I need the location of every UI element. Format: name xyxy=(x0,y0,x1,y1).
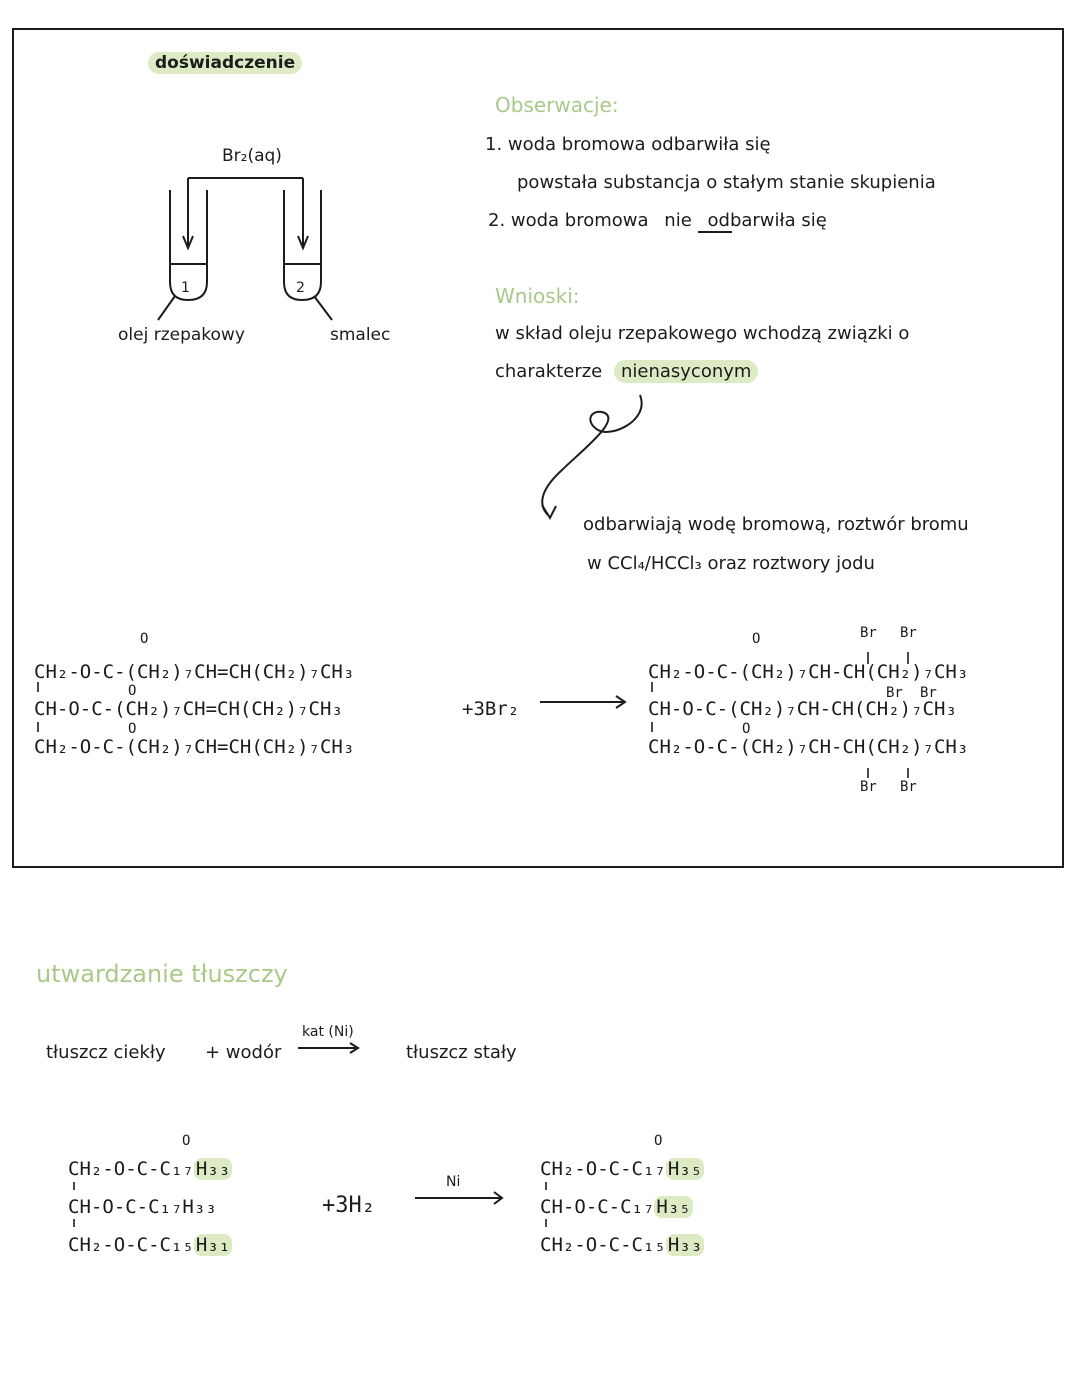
r1-carbonyl-o: O xyxy=(140,631,149,647)
r1p-br-6: Br xyxy=(900,779,917,795)
r1-carbonyl-o-2: O xyxy=(128,683,137,699)
h-left-1a: CH₂-O-C-C₁₇ xyxy=(68,1158,194,1180)
hardening-title: utwardzanie tłuszczy xyxy=(36,960,288,988)
r1p-br-2: Br xyxy=(900,625,917,641)
h-right-1a: CH₂-O-C-C₁₇ xyxy=(540,1158,666,1180)
conclusion-line-1: w skład oleju rzepakowego wchodzą związki o xyxy=(495,323,910,344)
h-left-3b: H₃₁ xyxy=(195,1234,231,1256)
r1-product-line-1: CH₂-O-C-(CH₂)₇CH-CH(CH₂)₇CH₃ xyxy=(648,661,969,683)
r1-reactant-line-1: CH₂-O-C-(CH₂)₇CH=CH(CH₂)₇CH₃ xyxy=(34,661,355,683)
observation-2-c: odbarwiła się xyxy=(707,210,827,231)
h-left-1b: H₃₃ xyxy=(195,1158,231,1180)
conclusion-note-2: w CCl₄/HCCl₃ oraz roztwory jodu xyxy=(587,553,875,574)
r1p-br-3: Br xyxy=(886,685,903,701)
r1-carbonyl-o-3: O xyxy=(128,721,137,737)
observation-2 xyxy=(488,210,827,231)
r1p-br-5: Br xyxy=(860,779,877,795)
r1-reactant-line-2: CH-O-C-(CH₂)₇CH=CH(CH₂)₇CH₃ xyxy=(34,698,343,720)
r1-product-line-2: CH-O-C-(CH₂)₇CH-CH(CH₂)₇CH₃ xyxy=(648,698,957,720)
conclusion-line-2 xyxy=(495,361,758,382)
tube-2-number: 2 xyxy=(296,280,305,296)
sample-lard: smalec xyxy=(330,325,391,345)
h-ni-catalyst: Ni xyxy=(446,1174,461,1190)
h-right-line-2 xyxy=(540,1198,693,1217)
r1p-carbonyl-o-3: O xyxy=(742,721,751,737)
h-left-line-3 xyxy=(68,1236,232,1255)
conclusions-title: Wnioski: xyxy=(495,284,580,308)
h-hydrogen-reagent: +3H₂ xyxy=(322,1193,375,1218)
h-right-1b: H₃₅ xyxy=(667,1158,703,1180)
h-left-line-2 xyxy=(68,1198,217,1217)
r1p-br-4: Br xyxy=(920,685,937,701)
experiment-label: doświadczenie xyxy=(148,52,302,74)
sample-rapeseed-oil: olej rzepakowy xyxy=(118,325,245,345)
tube-1-number: 1 xyxy=(181,280,190,296)
word-eq-liquid-fat: tłuszcz ciekły xyxy=(46,1042,166,1063)
word-eq-hydrogen: + wodór xyxy=(205,1042,282,1063)
h-right-line-3 xyxy=(540,1236,704,1255)
h-left-2b: H₃₃ xyxy=(182,1196,217,1218)
conclusion-charakterze: charakterze xyxy=(495,361,603,382)
observation-1b: powstała substancja o stałym stanie skupienia xyxy=(517,172,936,193)
observation-2-a: 2. woda bromowa xyxy=(488,210,649,231)
r1-bromine-reagent: +3Br₂ xyxy=(462,698,520,720)
observation-1: 1. woda bromowa odbarwiła się xyxy=(485,134,771,155)
r1p-carbonyl-o: O xyxy=(752,631,761,647)
h-right-line-1 xyxy=(540,1160,704,1179)
h-right-3b: H₃₃ xyxy=(667,1234,703,1256)
observations-title: Obserwacje: xyxy=(495,93,619,117)
h-left-o-1: O xyxy=(182,1133,191,1149)
word-eq-solid-fat: tłuszcz stały xyxy=(406,1042,517,1063)
h-left-3a: CH₂-O-C-C₁₅ xyxy=(68,1234,194,1256)
h-right-2b: H₃₅ xyxy=(656,1196,691,1218)
r1p-br-1: Br xyxy=(860,625,877,641)
h-left-line-1 xyxy=(68,1160,232,1179)
reagent-label: Br₂(aq) xyxy=(222,146,282,166)
h-right-3a: CH₂-O-C-C₁₅ xyxy=(540,1234,666,1256)
h-left-2a: CH-O-C-C₁₇ xyxy=(68,1196,183,1218)
h-right-2a: CH-O-C-C₁₇ xyxy=(540,1196,655,1218)
conclusion-unsaturated: nienasyconym xyxy=(614,360,758,383)
observation-2-nie: nie xyxy=(664,210,692,231)
h-right-o-1: O xyxy=(654,1133,663,1149)
word-eq-catalyst: kat (Ni) xyxy=(302,1024,354,1040)
r1-product-line-3: CH₂-O-C-(CH₂)₇CH-CH(CH₂)₇CH₃ xyxy=(648,736,969,758)
r1-reactant-line-3: CH₂-O-C-(CH₂)₇CH=CH(CH₂)₇CH₃ xyxy=(34,736,355,758)
conclusion-note-1: odbarwiają wodę bromową, roztwór bromu xyxy=(583,514,969,535)
